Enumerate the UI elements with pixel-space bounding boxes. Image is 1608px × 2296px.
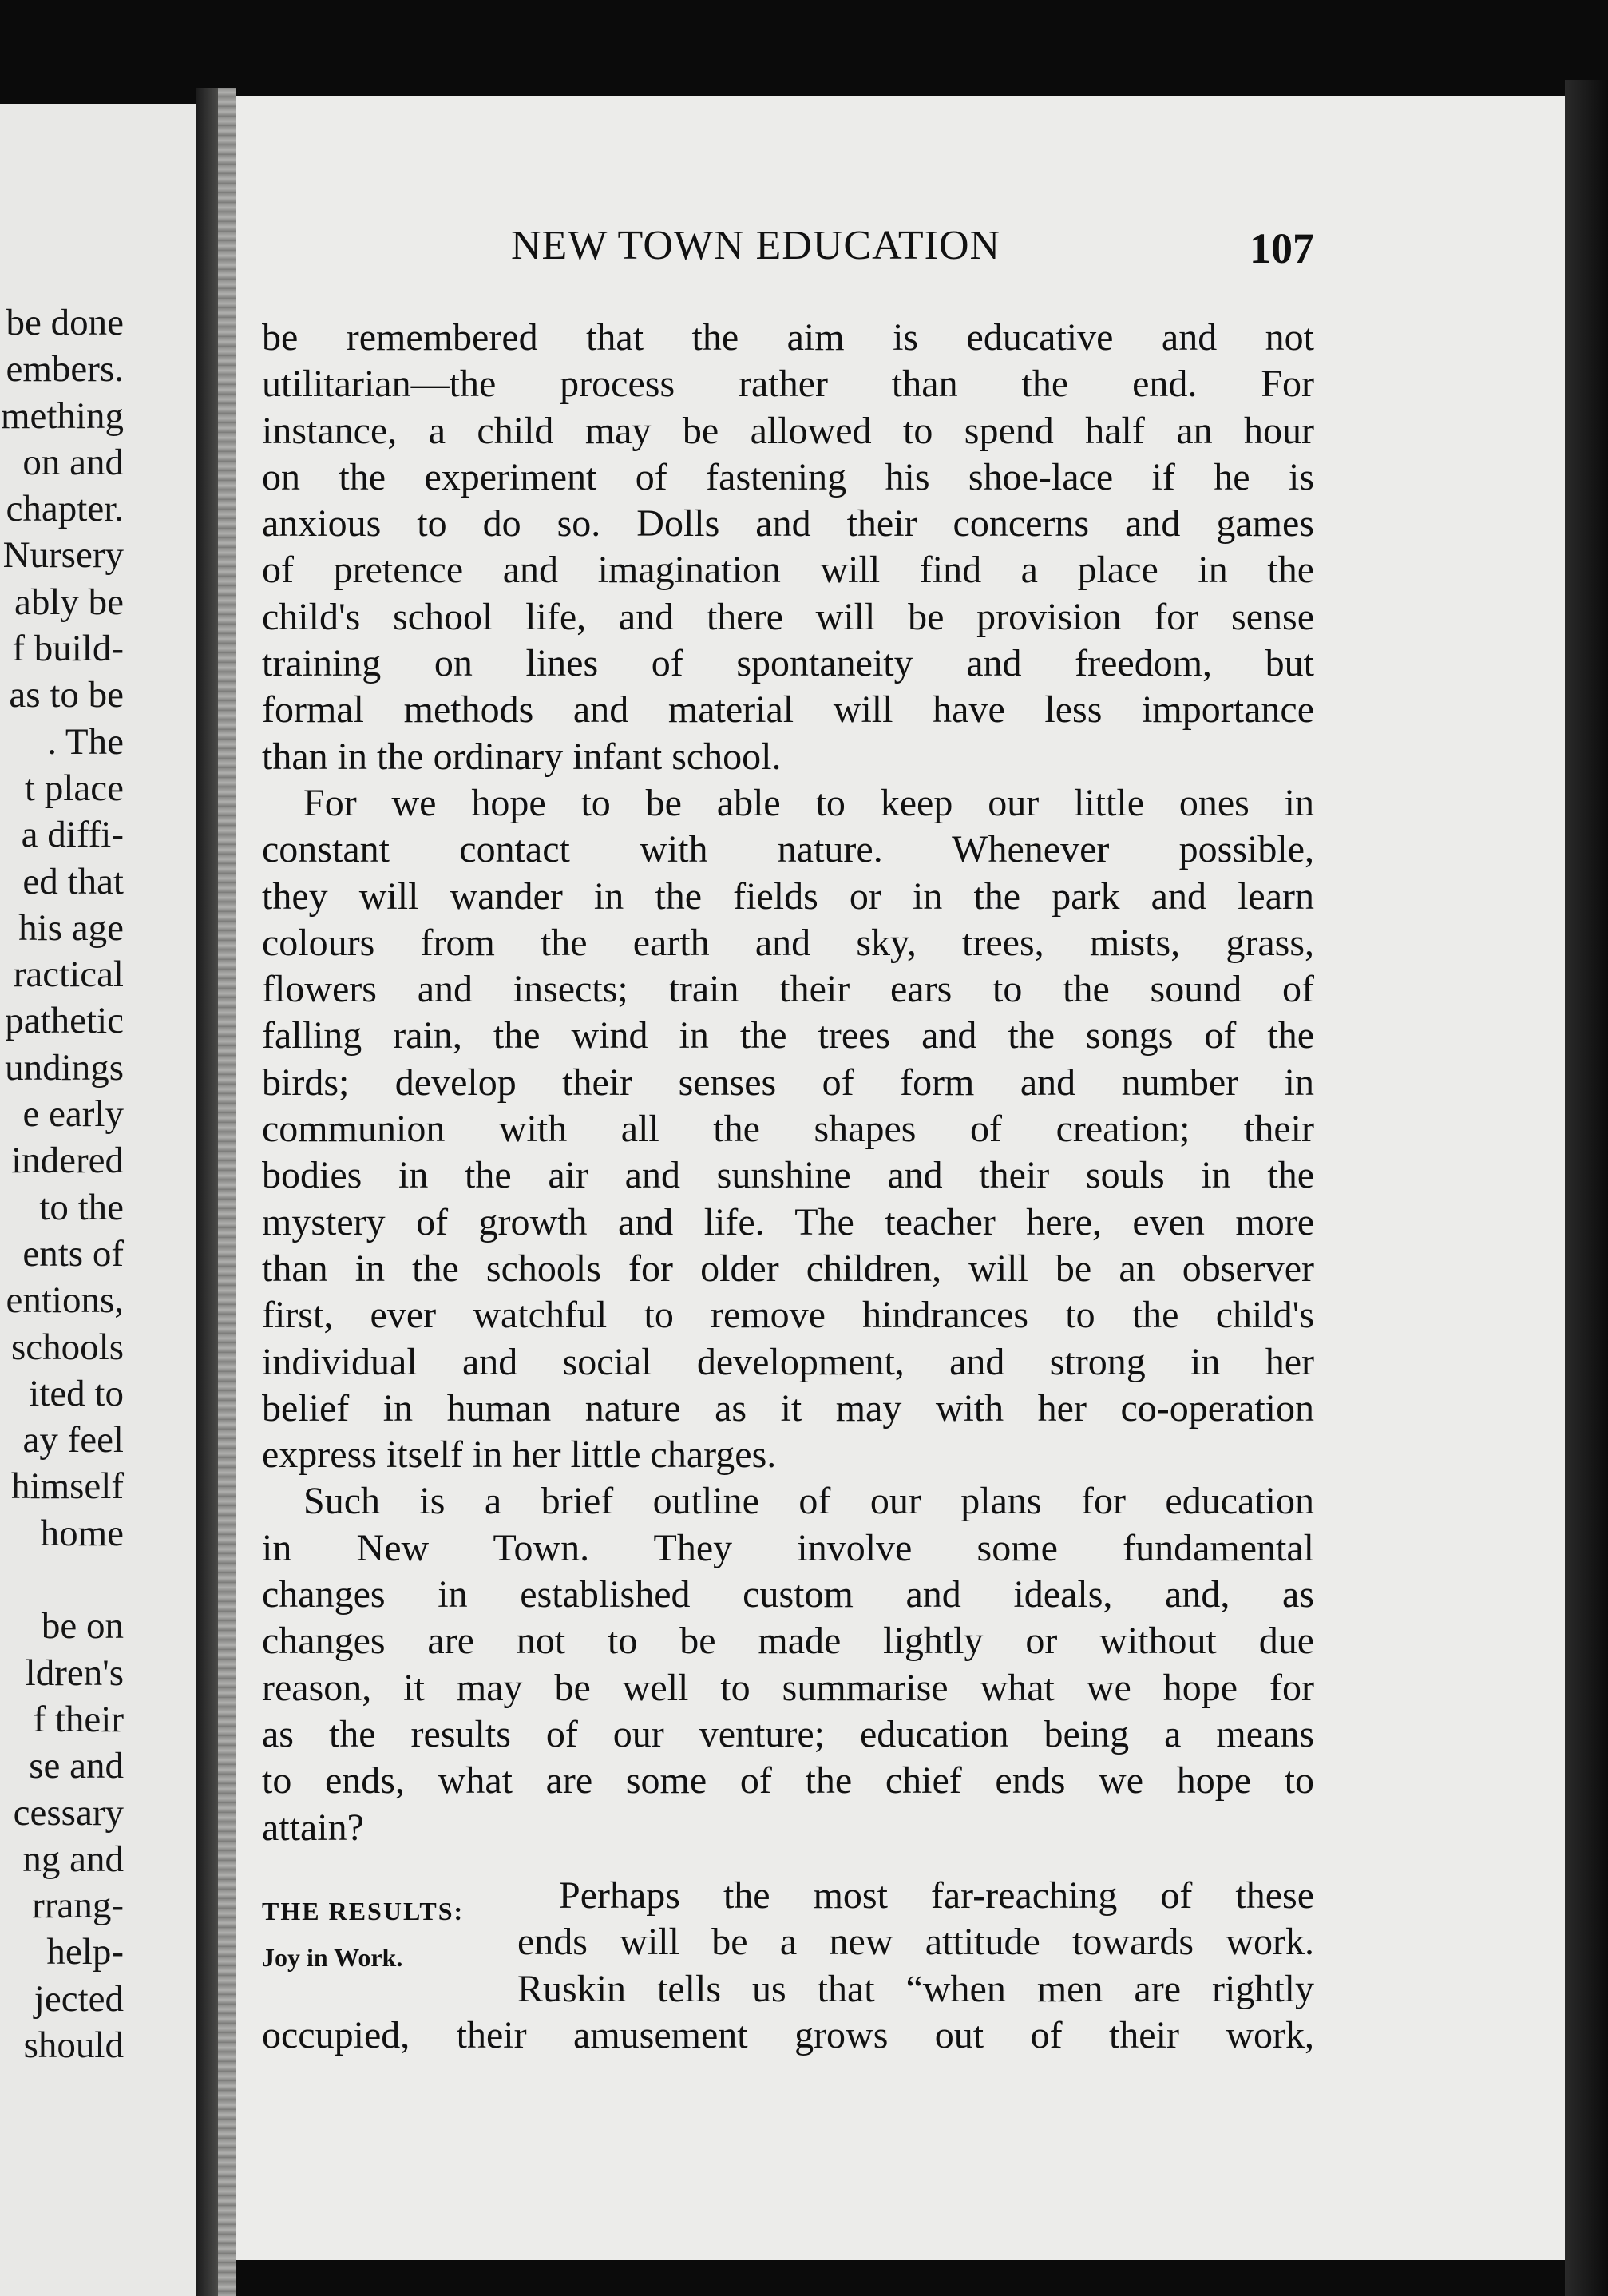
- results-line: Perhaps the most far-reaching of these: [559, 1874, 1314, 1917]
- text-line: to ends, what are some of the chief ends we hope to: [262, 1759, 1314, 1802]
- left-page-line: home: [40, 1512, 124, 1554]
- text-line: in New Town. They involve some fundamental: [262, 1526, 1314, 1569]
- left-page-line: should: [23, 2024, 124, 2066]
- text-line: they will wander in the fields or in the park and learn: [262, 874, 1314, 918]
- left-facing-page: [0, 104, 196, 2296]
- text-line: first, ever watchful to remove hindrances to the child's: [262, 1294, 1314, 1337]
- results-line: ends will be a new attitude towards work.: [517, 1921, 1314, 1964]
- left-page-line: [1, 1556, 124, 1603]
- text-line: constant contact with nature. Whenever possible,: [262, 828, 1314, 871]
- left-page-line: jected: [34, 1977, 124, 2020]
- text-line: utilitarian—the process rather than the end. For: [262, 363, 1314, 406]
- text-line: than in the schools for older children, will be an observer: [262, 1247, 1314, 1290]
- text-line: changes are not to be made lightly or without due: [262, 1620, 1314, 1663]
- left-page-line: ed that: [22, 860, 124, 902]
- left-page-line: his age: [18, 906, 124, 949]
- left-page-line: a diffi-: [21, 814, 124, 856]
- side-subheading: Joy in Work.: [262, 1943, 403, 1972]
- text-line: mystery of growth and life. The teacher here, even more: [262, 1200, 1314, 1243]
- text-line: child's school life, and there will be provision for sense: [262, 595, 1314, 638]
- text-line: be remembered that the aim is educative and not: [262, 316, 1314, 359]
- book-gutter: [196, 88, 218, 2296]
- left-page-line: f build-: [12, 628, 124, 670]
- text-line: flowers and insects; train their ears to the sound of: [262, 968, 1314, 1011]
- left-page-line: ably be: [14, 581, 124, 623]
- left-page-text-fragments: [1, 299, 124, 2068]
- left-page-line: . The: [47, 720, 124, 763]
- left-page-line: ited to: [29, 1372, 124, 1414]
- running-head: NEW TOWN EDUCATION: [511, 223, 1001, 268]
- left-page-line: himself: [11, 1465, 124, 1508]
- page-edge-strip: [218, 88, 236, 2296]
- text-line: colours from the earth and sky, trees, mists, grass,: [262, 921, 1314, 964]
- left-page-line: ldren's: [25, 1652, 124, 1694]
- text-line: of pretence and imagination will find a place in the: [262, 549, 1314, 592]
- left-page-line: as to be: [9, 674, 124, 716]
- text-line: birds; develop their senses of form and number in: [262, 1061, 1314, 1104]
- left-page-line: se and: [29, 1745, 124, 1787]
- left-page-line: be on: [41, 1605, 124, 1648]
- text-line: as the results of our venture; education being a means: [262, 1712, 1314, 1755]
- left-page-line: be done: [6, 302, 124, 343]
- text-line: formal methods and material will have less importance: [262, 688, 1314, 732]
- left-page-line: ents of: [22, 1232, 124, 1275]
- left-page-line: schools: [11, 1326, 124, 1368]
- body-text: [262, 315, 1314, 1851]
- left-page-line: help-: [46, 1931, 124, 1973]
- left-page-line: ng and: [22, 1838, 124, 1880]
- right-dark-border: [1565, 80, 1608, 2296]
- left-page-line: cessary: [13, 1791, 124, 1834]
- text-line: attain?: [262, 1806, 364, 1849]
- text-line: training on lines of spontaneity and freedom, but: [262, 642, 1314, 685]
- text-line: belief in human nature as it may with her co-operation: [262, 1386, 1314, 1430]
- left-page-line: e early: [22, 1093, 124, 1136]
- text-line: reason, it may be well to summarise what we hope for: [262, 1666, 1314, 1709]
- text-line: bodies in the air and sunshine and their souls in the: [262, 1154, 1314, 1197]
- left-page-line: on and: [22, 441, 124, 483]
- left-page-line: mething: [0, 395, 124, 437]
- results-line: Ruskin tells us that “when men are rightly: [517, 1967, 1314, 2010]
- left-page-line: to the: [39, 1186, 124, 1228]
- left-page-line: undings: [5, 1046, 124, 1089]
- left-page-line: entions,: [6, 1279, 124, 1322]
- left-page-line: t place: [25, 767, 124, 809]
- left-page-line: rrang-: [32, 1885, 124, 1927]
- text-line: instance, a child may be allowed to spend half an hour: [262, 409, 1314, 452]
- text-line: For we hope to be able to keep our little ones in: [303, 781, 1314, 824]
- results-line: occupied, their amusement grows out of their work,: [262, 2013, 1314, 2056]
- text-line: on the experiment of fastening his shoe-lace if he is: [262, 455, 1314, 498]
- left-page-line: indered: [11, 1140, 124, 1182]
- left-page-line: chapter.: [6, 488, 124, 530]
- text-line: express itself in her little charges.: [262, 1434, 777, 1477]
- left-page-line: ay feel: [22, 1419, 124, 1461]
- text-line: communion with all the shapes of creation; their: [262, 1108, 1314, 1151]
- left-page-line: embers.: [6, 348, 124, 391]
- side-heading: THE RESULTS:: [262, 1897, 465, 1925]
- text-line: than in the ordinary infant school.: [262, 735, 782, 778]
- page-number: 107: [1250, 224, 1314, 272]
- text-line: individual and social development, and strong in her: [262, 1340, 1314, 1383]
- left-page-line: Nursery: [2, 534, 124, 577]
- text-line: changes in established custom and ideals, and, as: [262, 1573, 1314, 1616]
- text-line: Such is a brief outline of our plans for education: [303, 1480, 1314, 1523]
- left-page-line: f their: [33, 1698, 124, 1740]
- text-line: falling rain, the wind in the trees and the songs of the: [262, 1014, 1314, 1057]
- left-page-line: pathetic: [5, 1000, 124, 1042]
- left-page-line: ractical: [13, 954, 124, 996]
- text-line: anxious to do so. Dolls and their concerns and games: [262, 502, 1314, 545]
